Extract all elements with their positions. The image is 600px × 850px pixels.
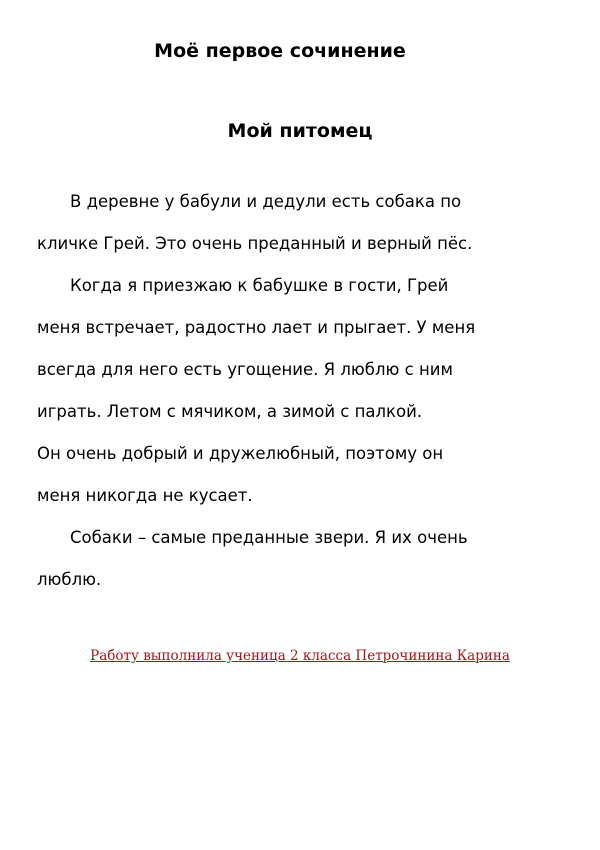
essay-line: Собаки – самые преданные звери. Я их очень [70,528,468,547]
document-title: Моё первое сочинение [154,40,406,62]
essay-line: меня встречает, радостно лает и прыгает. У меня [37,318,476,337]
essay-title: Мой питомец [227,120,373,142]
essay-line: Когда я приезжаю к бабушке в гости, Грей [70,276,449,295]
essay-line: люблю. [37,570,102,589]
essay-line: всегда для него есть угощение. Я люблю с ним [37,360,453,379]
essay-line: меня никогда не кусает. [37,486,253,505]
essay-line: Он очень добрый и дружелюбный, поэтому он [37,444,444,463]
essay-line: кличке Грей. Это очень преданный и верный пёс. [37,234,473,253]
essay-line: играть. Летом с мячиком, а зимой с палкой. [37,402,423,421]
essay-line: В деревне у бабули и дедули есть собака по [70,192,462,211]
author-signature: Работу выполнила ученица 2 класса Петрочинина Карина [90,648,510,664]
